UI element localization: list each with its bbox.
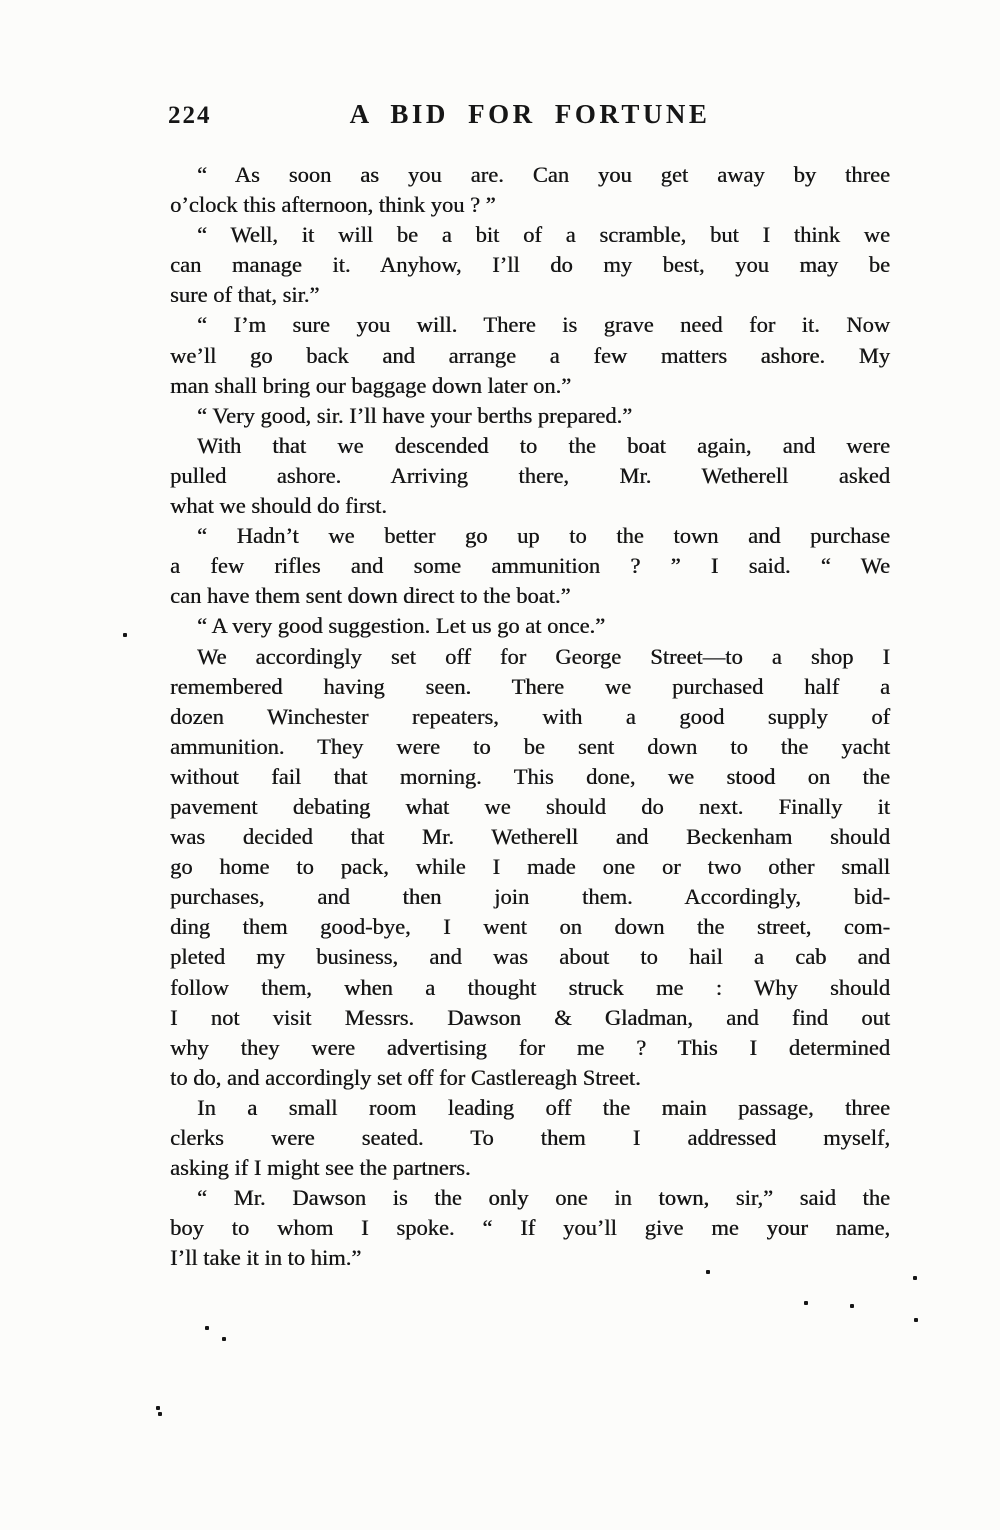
text-line: With that we descended to the boat again, and were bbox=[197, 432, 890, 458]
text-line: remembered having seen. There we purchased half a bbox=[170, 673, 890, 699]
text-line: o’clock this afternoon, think you ? ” bbox=[170, 192, 496, 218]
ink-speck bbox=[706, 1270, 710, 1274]
paragraph bbox=[170, 611, 890, 641]
paragraph bbox=[170, 642, 890, 1093]
text-line: asking if I might see the partners. bbox=[170, 1155, 471, 1181]
text-line: “ Well, it will be a bit of a scramble, but I think we bbox=[197, 222, 890, 248]
text-line: pavement debating what we should do next. Finally it bbox=[170, 793, 890, 819]
text-line: clerks were seated. To them I addressed myself, bbox=[170, 1125, 890, 1150]
text-line: without fail that morning. This done, we stood on the bbox=[170, 763, 890, 789]
text-line: I not visit Messrs. Dawson & Gladman, and find out bbox=[170, 1004, 890, 1030]
text-line: follow them, when a thought struck me : Why should bbox=[170, 974, 890, 1000]
text-line: “ Mr. Dawson is the only one in town, sir,” said the bbox=[197, 1185, 890, 1211]
text-line: pleted my business, and was about to hail a cab and bbox=[170, 944, 890, 970]
text-line: to do, and accordingly set off for Castlereagh Street. bbox=[170, 1064, 641, 1090]
ink-speck bbox=[914, 1318, 918, 1322]
text-block bbox=[170, 160, 890, 1273]
paragraph bbox=[170, 1093, 890, 1183]
page-header bbox=[170, 99, 890, 137]
paragraph bbox=[170, 220, 890, 310]
text-line: “ I’m sure you will. There is grave need for it. Now bbox=[197, 312, 890, 338]
text-line: purchases, and then join them. Accordingly, bid- bbox=[170, 884, 890, 910]
paragraph bbox=[170, 310, 890, 400]
ink-speck bbox=[804, 1301, 808, 1305]
text-line: sure of that, sir.” bbox=[170, 282, 320, 308]
running-title: A BID FOR FORTUNE bbox=[349, 99, 711, 129]
page-number: 224 bbox=[168, 102, 212, 129]
text-line: go home to pack, while I made one or two other small bbox=[170, 854, 890, 880]
ink-speck bbox=[850, 1304, 854, 1308]
text-line: what we should do first. bbox=[170, 493, 387, 519]
ink-speck bbox=[913, 1276, 917, 1280]
text-line: can have them sent down direct to the boat.” bbox=[170, 583, 571, 609]
text-line: In a small room leading off the main passage, three bbox=[197, 1094, 890, 1120]
paragraph bbox=[170, 1183, 890, 1273]
ink-speck bbox=[158, 1412, 162, 1416]
ink-speck bbox=[205, 1326, 209, 1330]
text-line: man shall bring our baggage down later on.” bbox=[170, 372, 572, 398]
paragraph bbox=[170, 521, 890, 611]
text-line: pulled ashore. Arriving there, Mr. Wetherell asked bbox=[170, 462, 890, 488]
text-line: “ As soon as you are. Can you get away by three bbox=[197, 162, 890, 187]
ink-speck bbox=[156, 1406, 160, 1410]
text-line: ding them good-bye, I went on down the street, com- bbox=[170, 914, 890, 940]
paragraph bbox=[170, 401, 890, 431]
text-line: why they were advertising for me ? This I determined bbox=[170, 1034, 890, 1060]
ink-speck bbox=[123, 633, 127, 637]
text-line: We accordingly set off for George Street—to a shop I bbox=[197, 643, 890, 669]
text-line: a few rifles and some ammunition ? ” I said. “ We bbox=[170, 553, 890, 579]
text-line: ammunition. They were to be sent down to the yacht bbox=[170, 733, 890, 759]
text-line: dozen Winchester repeaters, with a good supply of bbox=[170, 703, 890, 729]
ink-speck bbox=[222, 1337, 226, 1341]
text-line: can manage it. Anyhow, I’ll do my best, you may be bbox=[170, 252, 890, 278]
text-line: we’ll go back and arrange a few matters ashore. My bbox=[170, 342, 890, 368]
text-line: I’ll take it in to him.” bbox=[170, 1245, 362, 1271]
text-line: “ Very good, sir. I’ll have your berths prepared.” bbox=[197, 402, 633, 428]
text-line: “ A very good suggestion. Let us go at once.” bbox=[197, 613, 606, 639]
text-line: “ Hadn’t we better go up to the town and purchase bbox=[197, 523, 890, 549]
paragraph bbox=[170, 431, 890, 521]
paragraph bbox=[170, 160, 890, 220]
text-line: boy to whom I spoke. “ If you’ll give me your name, bbox=[170, 1215, 890, 1241]
text-line: was decided that Mr. Wetherell and Beckenham should bbox=[170, 824, 890, 850]
